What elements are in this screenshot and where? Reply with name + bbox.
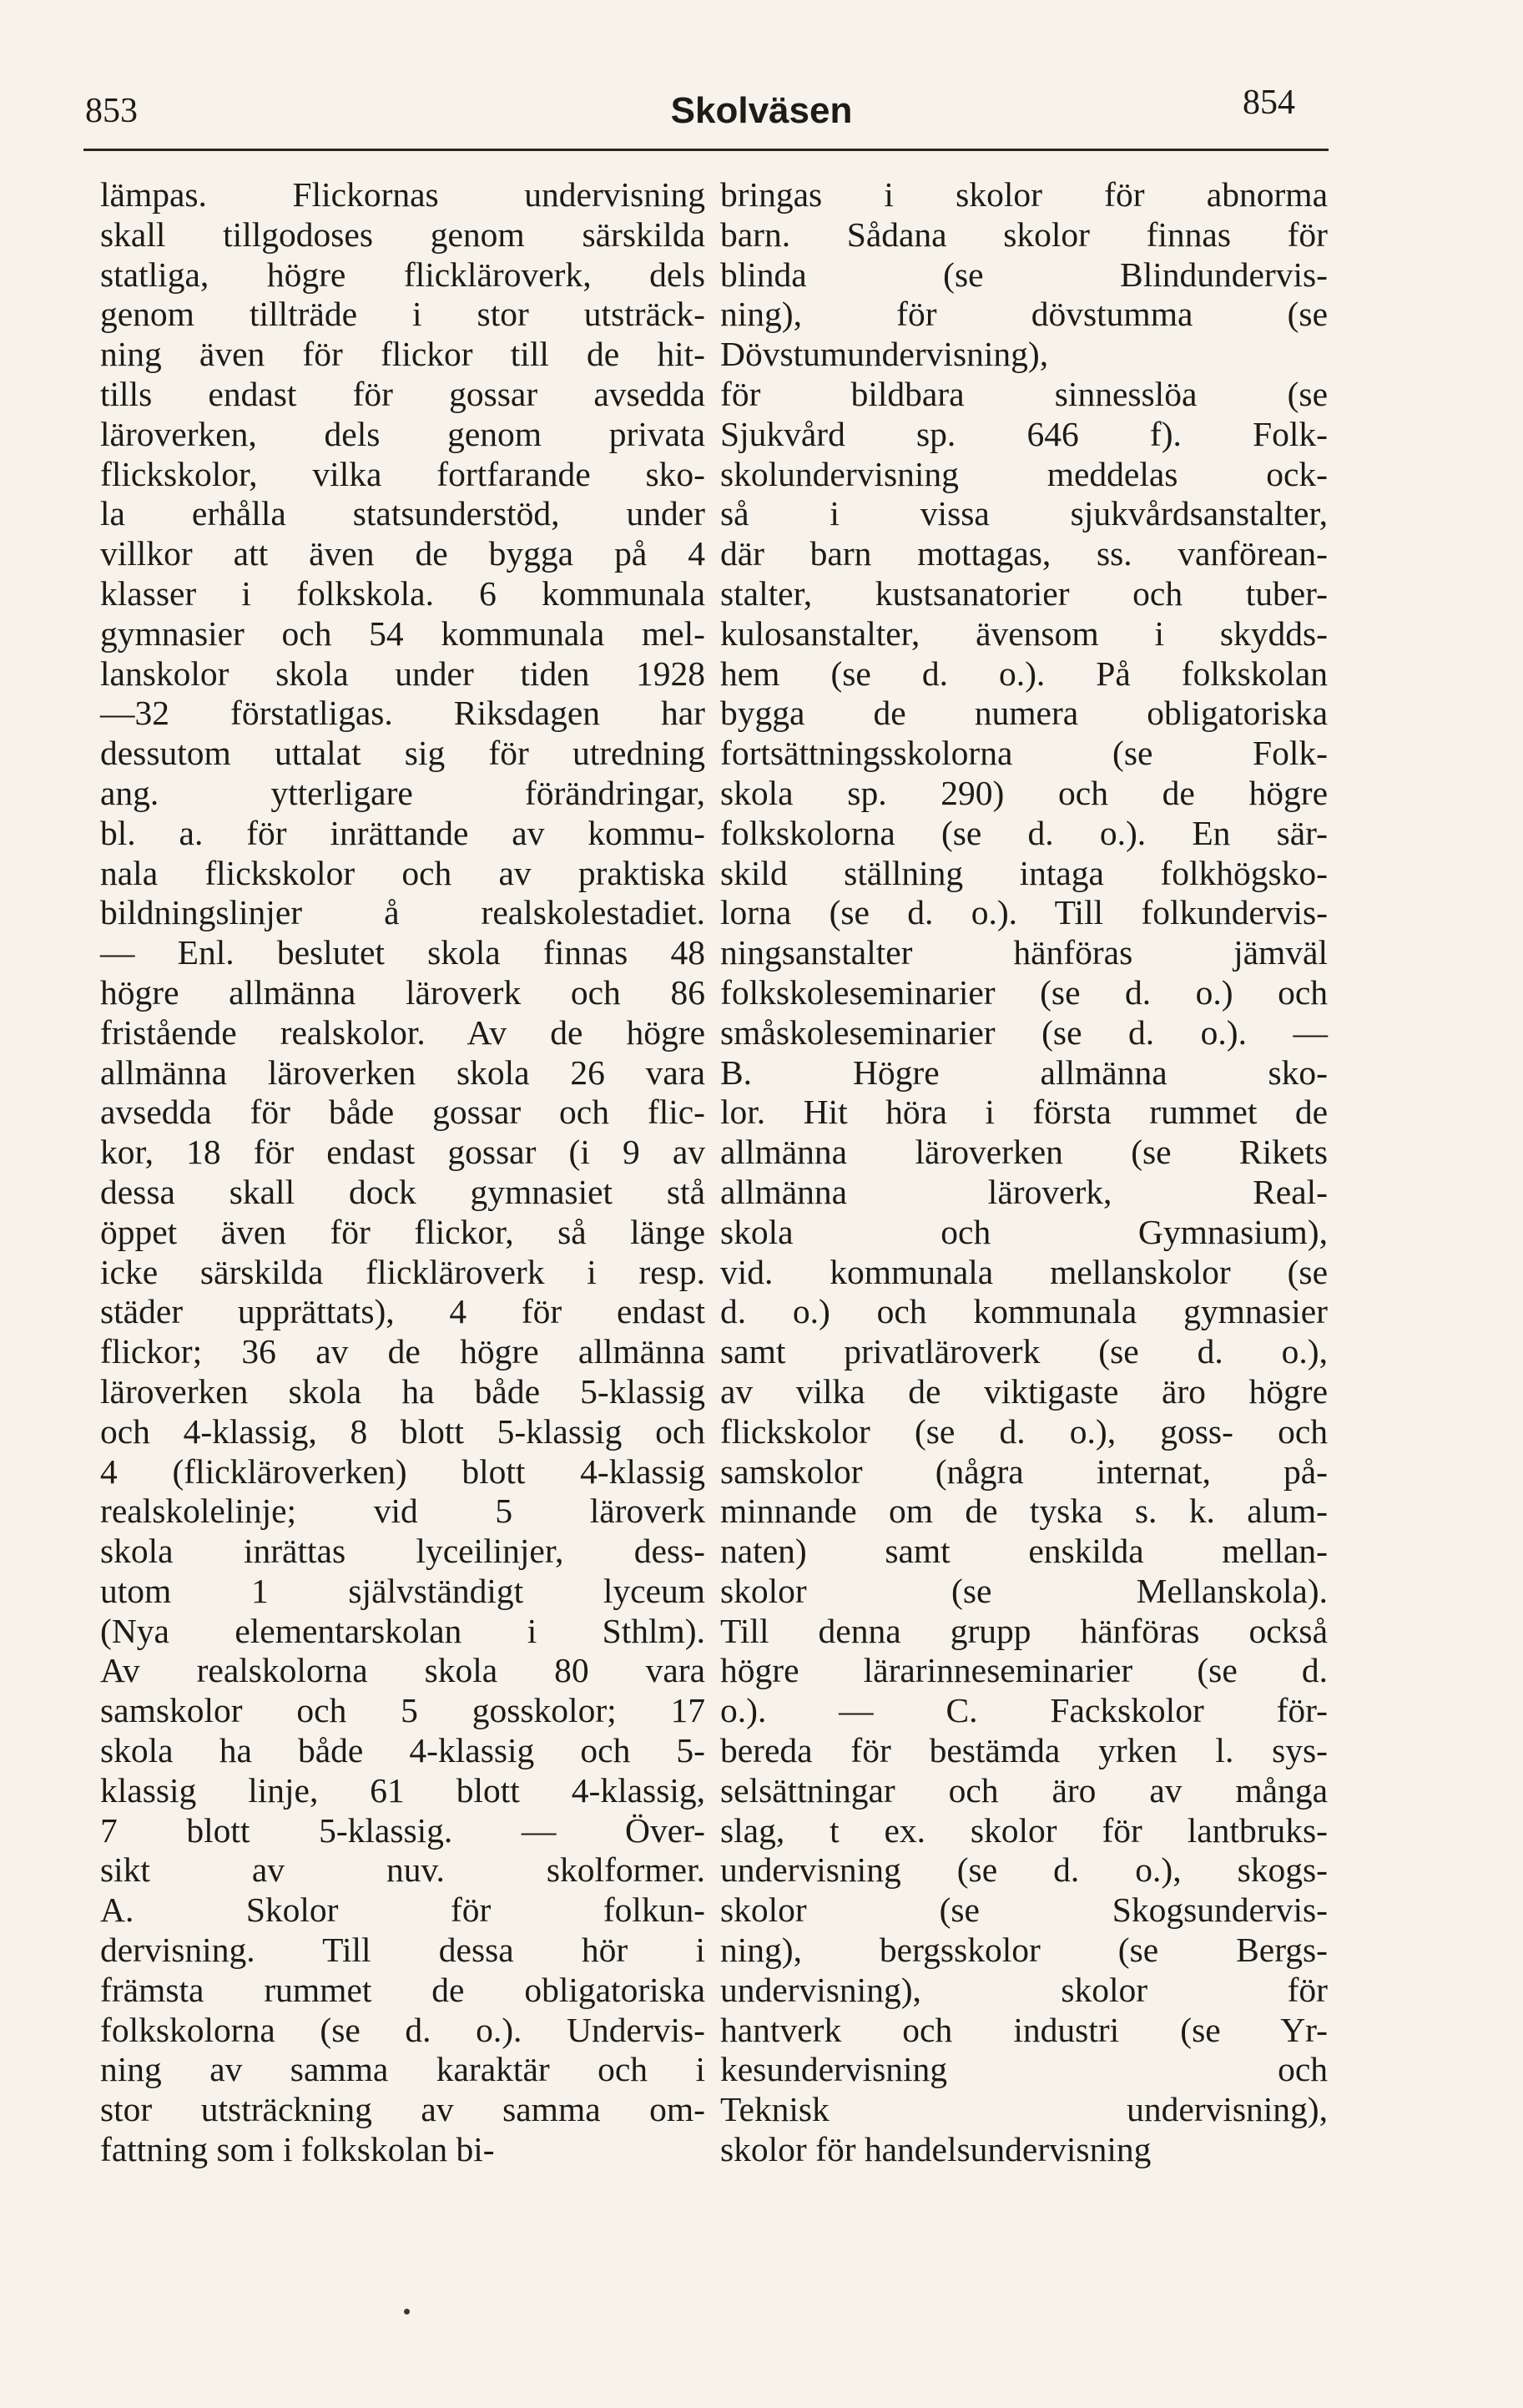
right-column-line-text: skolor (se Mellanskola). (720, 1571, 1328, 1610)
right-column-line-text: samt privatläroverk (se d. o.), (720, 1332, 1328, 1371)
left-column-line (100, 734, 705, 774)
left-column-line (100, 1412, 705, 1452)
right-column-line-text: Teknisk undervisning), (720, 2090, 1328, 2129)
left-column-line-text: tills endast för gossar avsedda (100, 374, 705, 413)
right-column-line (720, 375, 1328, 415)
right-column-line (720, 1651, 1328, 1691)
right-column-line-text: Till denna grupp hänföras också (720, 1611, 1328, 1650)
left-column-line-text: stor utsträckning av samma om- (100, 2090, 705, 2129)
left-column-line-text: 4 (flickläroverken) blott 4-klassig (100, 1451, 705, 1491)
right-column-line (720, 2130, 1328, 2170)
left-column-line (100, 1850, 705, 1891)
right-text-column (720, 175, 1328, 2170)
left-column-line (100, 455, 705, 495)
right-column-line-text: högre lärarinneseminarier (se d. (720, 1651, 1328, 1690)
left-column-line-text: bildningslinjer å realskolestadiet. (100, 893, 705, 932)
right-column-line (720, 1572, 1328, 1612)
left-column-line (100, 1811, 705, 1851)
left-column-line-text: dessa skall dock gymnasiet stå (100, 1172, 705, 1211)
left-column-line-text: skola inrättas lyceilinjer, dess- (100, 1532, 705, 1571)
left-column-line-text: avsedda för både gossar och flic- (100, 1093, 705, 1132)
right-column-line-text: naten) samt enskilda mellan- (720, 1532, 1328, 1571)
left-column-line (100, 415, 705, 455)
left-column-line (100, 1691, 705, 1731)
left-column-line (100, 1292, 705, 1332)
left-column-line (100, 534, 705, 574)
right-column-line-text: skolor för handelsundervisning (720, 2130, 1152, 2169)
right-column-line-text: vid. kommunala mellanskolor (se (720, 1252, 1328, 1291)
left-column-line (100, 2050, 705, 2090)
right-column-line-text: minnande om de tyska s. k. alum- (720, 1492, 1328, 1531)
left-column-line-text: gymnasier och 54 kommunala mel- (100, 613, 705, 653)
left-column-line-text: utom 1 självständigt lyceum (100, 1571, 705, 1610)
left-column-line (100, 814, 705, 854)
right-column-line-text: folkskoleseminarier (se d. o.) och (720, 972, 1328, 1012)
right-column-line-text: blinda (se Blindundervis- (720, 255, 1328, 294)
left-column-line-text: lämpas. Flickornas undervisning (100, 175, 705, 214)
right-column-line (720, 614, 1328, 654)
left-column-line-text: lanskolor skola under tiden 1928 (100, 654, 705, 693)
left-column-line (100, 933, 705, 973)
right-column-line (720, 1253, 1328, 1293)
left-column-line-text: skall tillgodoses genom särskilda (100, 215, 705, 254)
right-column-line-text: stalter, kustsanatorier och tuber- (720, 573, 1328, 613)
left-column-line (100, 2090, 705, 2130)
right-column-line-text: så i vissa sjukvårdsanstalter, (720, 494, 1328, 533)
right-column-line (720, 215, 1328, 255)
right-column-line (720, 1971, 1328, 2011)
right-column-line-text: folkskolorna (se d. o.). En sär- (720, 813, 1328, 852)
right-column-line (720, 1093, 1328, 1133)
left-column-line-text: flickskolor, vilka fortfarande sko- (100, 454, 705, 493)
right-column-line (720, 1332, 1328, 1372)
left-column-line (100, 1013, 705, 1053)
right-column-line-text: ningsanstalter hänföras jämväl (720, 933, 1328, 972)
left-column-line-text: ning av samma karaktär och i (100, 2050, 705, 2089)
right-column-line (720, 814, 1328, 854)
right-column-line-text: selsättningar och äro av många (720, 1770, 1328, 1810)
left-column-line-text: dervisning. Till dessa hör i (100, 1931, 705, 1970)
left-column-line (100, 1372, 705, 1412)
left-column-line-text: flickor; 36 av de högre allmänna (100, 1332, 705, 1371)
page-title: Skolväsen (670, 90, 853, 131)
left-column-line-text: läroverken, dels genom privata (100, 414, 705, 453)
left-column-line (100, 375, 705, 415)
left-column-line-text: 7 blott 5-klassig. — Över- (100, 1810, 705, 1850)
left-column-line (100, 1651, 705, 1691)
left-column-line (100, 1532, 705, 1572)
right-column-line-text: hem (se d. o.). På folkskolan (720, 654, 1328, 693)
right-column-line (720, 973, 1328, 1013)
left-column-line-text: ang. ytterligare förändringar, (100, 773, 705, 812)
left-column-line-text: — Enl. beslutet skola finnas 48 (100, 933, 705, 972)
left-column-line-text: dessutom uttalat sig för utredning (100, 734, 705, 773)
right-column-line (720, 1931, 1328, 1971)
left-column-line-text: icke särskilda flickläroverk i resp. (100, 1252, 705, 1291)
right-column-line (720, 1691, 1328, 1731)
right-column-line (720, 1731, 1328, 1771)
left-column-line (100, 1253, 705, 1293)
left-column-line-text: främsta rummet de obligatoriska (100, 1970, 705, 2009)
right-column-line-text: d. o.) och kommunala gymnasier (720, 1292, 1328, 1331)
left-column-line (100, 1093, 705, 1133)
right-column-line (720, 1492, 1328, 1532)
left-column-line (100, 1572, 705, 1612)
right-column-line (720, 2011, 1328, 2051)
right-column-line-text: bereda för bestämda yrken l. sys- (720, 1731, 1328, 1770)
left-column-line-text: högre allmänna läroverk och 86 (100, 972, 705, 1012)
right-column-line-text: bringas i skolor för abnorma (720, 175, 1328, 214)
left-column-line (100, 1612, 705, 1652)
left-column-line (100, 1931, 705, 1971)
left-column-line-text: sikt av nuv. skolformer. (100, 1850, 705, 1890)
right-column-line (720, 1532, 1328, 1572)
right-column-line (720, 2090, 1328, 2130)
left-column-line-text: (Nya elementarskolan i Sthlm). (100, 1611, 705, 1650)
right-column-line (720, 1133, 1328, 1173)
left-column-line-text: allmänna läroverken skola 26 vara (100, 1053, 705, 1092)
left-column-line (100, 574, 705, 614)
left-column-line (100, 614, 705, 654)
left-column-line (100, 1492, 705, 1532)
right-column-line (720, 1013, 1328, 1053)
right-column-line (720, 734, 1328, 774)
right-column-line (720, 1213, 1328, 1253)
right-column-line-text: där barn mottagas, ss. vanförean- (720, 534, 1328, 573)
right-column-line-text: kesundervisning och (720, 2050, 1328, 2089)
left-column-line-text: folkskolorna (se d. o.). Undervis- (100, 2010, 705, 2049)
left-column-line-text: fristående realskolor. Av de högre (100, 1012, 705, 1052)
right-column-line (720, 1850, 1328, 1891)
left-column-line (100, 1771, 705, 1811)
right-column-line-text: fortsättningsskolorna (se Folk- (720, 734, 1328, 773)
right-column-line-text: allmänna läroverken (se Rikets (720, 1133, 1328, 1172)
right-column-line (720, 1173, 1328, 1213)
left-column-line-text: genom tillträde i stor utsträck- (100, 295, 705, 334)
left-column-line-text: realskolelinje; vid 5 läroverk (100, 1492, 705, 1531)
right-column-line-text: skola sp. 290) och de högre (720, 773, 1328, 812)
right-column-line-text: skolor (se Skogsundervis- (720, 1891, 1328, 1930)
right-column-line-text: ning), för dövstumma (se (720, 295, 1328, 334)
right-column-line-text: Dövstumundervisning), (720, 335, 1049, 374)
right-column-line (720, 1292, 1328, 1332)
left-column-line (100, 1891, 705, 1931)
right-column-line-text: allmänna läroverk, Real- (720, 1172, 1328, 1211)
left-column-line (100, 854, 705, 894)
left-column-line (100, 2130, 705, 2170)
right-column-line-text: skola och Gymnasium), (720, 1212, 1328, 1251)
left-column-line-text: A. Skolor för folkun- (100, 1891, 705, 1930)
right-column-line (720, 455, 1328, 495)
right-column-line (720, 255, 1328, 295)
left-column-line-text: villkor att även de bygga på 4 (100, 534, 705, 573)
right-column-line (720, 1891, 1328, 1931)
right-column-line (720, 534, 1328, 574)
right-column-line-text: Sjukvård sp. 646 f). Folk- (720, 414, 1328, 453)
right-column-line-text: flickskolor (se d. o.), goss- och (720, 1411, 1328, 1451)
right-column-line-text: lor. Hit höra i första rummet de (720, 1093, 1328, 1132)
right-column-line-text: slag, t ex. skolor för lantbruks- (720, 1810, 1328, 1850)
left-column-line-text: —32 förstatligas. Riksdagen har (100, 694, 705, 733)
right-column-line (720, 295, 1328, 335)
left-column-line-text: och 4-klassig, 8 blott 5-klassig och (100, 1411, 705, 1451)
right-column-line-text: samskolor (några internat, på- (720, 1451, 1328, 1491)
right-column-line-text: skild ställning intaga folkhögsko- (720, 853, 1328, 892)
right-column-line (720, 2050, 1328, 2090)
right-column-line-text: B. Högre allmänna sko- (720, 1053, 1328, 1092)
left-column-line (100, 1971, 705, 2011)
right-column-line-text: kulosanstalter, ävensom i skydds- (720, 613, 1328, 653)
left-column-line-text: nala flickskolor och av praktiska (100, 853, 705, 892)
right-column-line (720, 694, 1328, 734)
right-column-line (720, 1452, 1328, 1492)
left-column-line (100, 1332, 705, 1372)
left-column-line (100, 494, 705, 534)
ink-dot (404, 2309, 410, 2315)
right-column-line (720, 1771, 1328, 1811)
left-column-line (100, 335, 705, 375)
right-column-line-text: undervisning), skolor för (720, 1970, 1328, 2009)
left-column-line (100, 175, 705, 215)
right-column-line (720, 574, 1328, 614)
left-column-line-text: bl. a. för inrättande av kommu- (100, 813, 705, 852)
left-column-line (100, 1133, 705, 1173)
left-column-line (100, 893, 705, 933)
left-column-line (100, 774, 705, 814)
left-column-line (100, 2011, 705, 2051)
header-rule (83, 149, 1329, 151)
left-column-line (100, 1213, 705, 1253)
left-column-line-text: statliga, högre flickläroverk, dels (100, 255, 705, 294)
right-column-line (720, 175, 1328, 215)
left-column-line-text: städer upprättats), 4 för endast (100, 1292, 705, 1331)
left-text-column (100, 175, 705, 2170)
left-column-line (100, 1053, 705, 1093)
left-column-line (100, 973, 705, 1013)
right-column-line (720, 654, 1328, 694)
left-column-line-text: skola ha både 4-klassig och 5- (100, 1731, 705, 1770)
left-column-line (100, 1452, 705, 1492)
right-column-line (720, 1811, 1328, 1851)
left-column-line (100, 1731, 705, 1771)
left-column-line-text: klassig linje, 61 blott 4-klassig, (100, 1770, 705, 1810)
right-column-line (720, 1053, 1328, 1093)
right-column-line (720, 1372, 1328, 1412)
left-column-line-text: klasser i folkskola. 6 kommunala (100, 573, 705, 613)
left-page-number: 853 (85, 92, 138, 130)
right-column-line (720, 893, 1328, 933)
left-column-line (100, 654, 705, 694)
left-column-line-text: la erhålla statsunderstöd, under (100, 494, 705, 533)
left-column-line (100, 215, 705, 255)
left-column-line-text: läroverken skola ha både 5-klassig (100, 1371, 705, 1411)
right-column-line-text: o.). — C. Fackskolor för- (720, 1691, 1328, 1730)
left-column-line-text: ning även för flickor till de hit- (100, 335, 705, 374)
left-column-line (100, 694, 705, 734)
right-column-line-text: lorna (se d. o.). Till folkundervis- (720, 893, 1328, 932)
right-page-number: 854 (1243, 83, 1295, 122)
left-column-line (100, 1173, 705, 1213)
right-column-line (720, 494, 1328, 534)
right-column-line (720, 415, 1328, 455)
right-column-line-text: barn. Sådana skolor finnas för (720, 215, 1328, 254)
right-column-line (720, 335, 1328, 375)
right-column-line-text: skolundervisning meddelas ock- (720, 454, 1328, 493)
right-column-line-text: undervisning (se d. o.), skogs- (720, 1850, 1328, 1890)
left-column-line-text: samskolor och 5 gosskolor; 17 (100, 1691, 705, 1730)
right-column-line-text: av vilka de viktigaste äro högre (720, 1371, 1328, 1411)
right-column-line (720, 1412, 1328, 1452)
left-column-line (100, 295, 705, 335)
left-column-line-text: kor, 18 för endast gossar (i 9 av (100, 1133, 705, 1172)
left-column-line-text: fattning som i folkskolan bi- (100, 2130, 495, 2169)
right-column-line-text: ning), bergsskolor (se Bergs- (720, 1931, 1328, 1970)
left-column-line (100, 255, 705, 295)
left-column-line-text: öppet även för flickor, så länge (100, 1212, 705, 1251)
right-column-line-text: hantverk och industri (se Yr- (720, 2010, 1328, 2049)
left-column-line-text: Av realskolorna skola 80 vara (100, 1651, 705, 1690)
right-column-line (720, 774, 1328, 814)
right-column-line (720, 933, 1328, 973)
right-column-line-text: småskoleseminarier (se d. o.). — (720, 1012, 1328, 1052)
right-column-line-text: för bildbara sinnesslöa (se (720, 374, 1328, 413)
right-column-line (720, 1612, 1328, 1652)
right-column-line (720, 854, 1328, 894)
right-column-line-text: bygga de numera obligatoriska (720, 694, 1328, 733)
